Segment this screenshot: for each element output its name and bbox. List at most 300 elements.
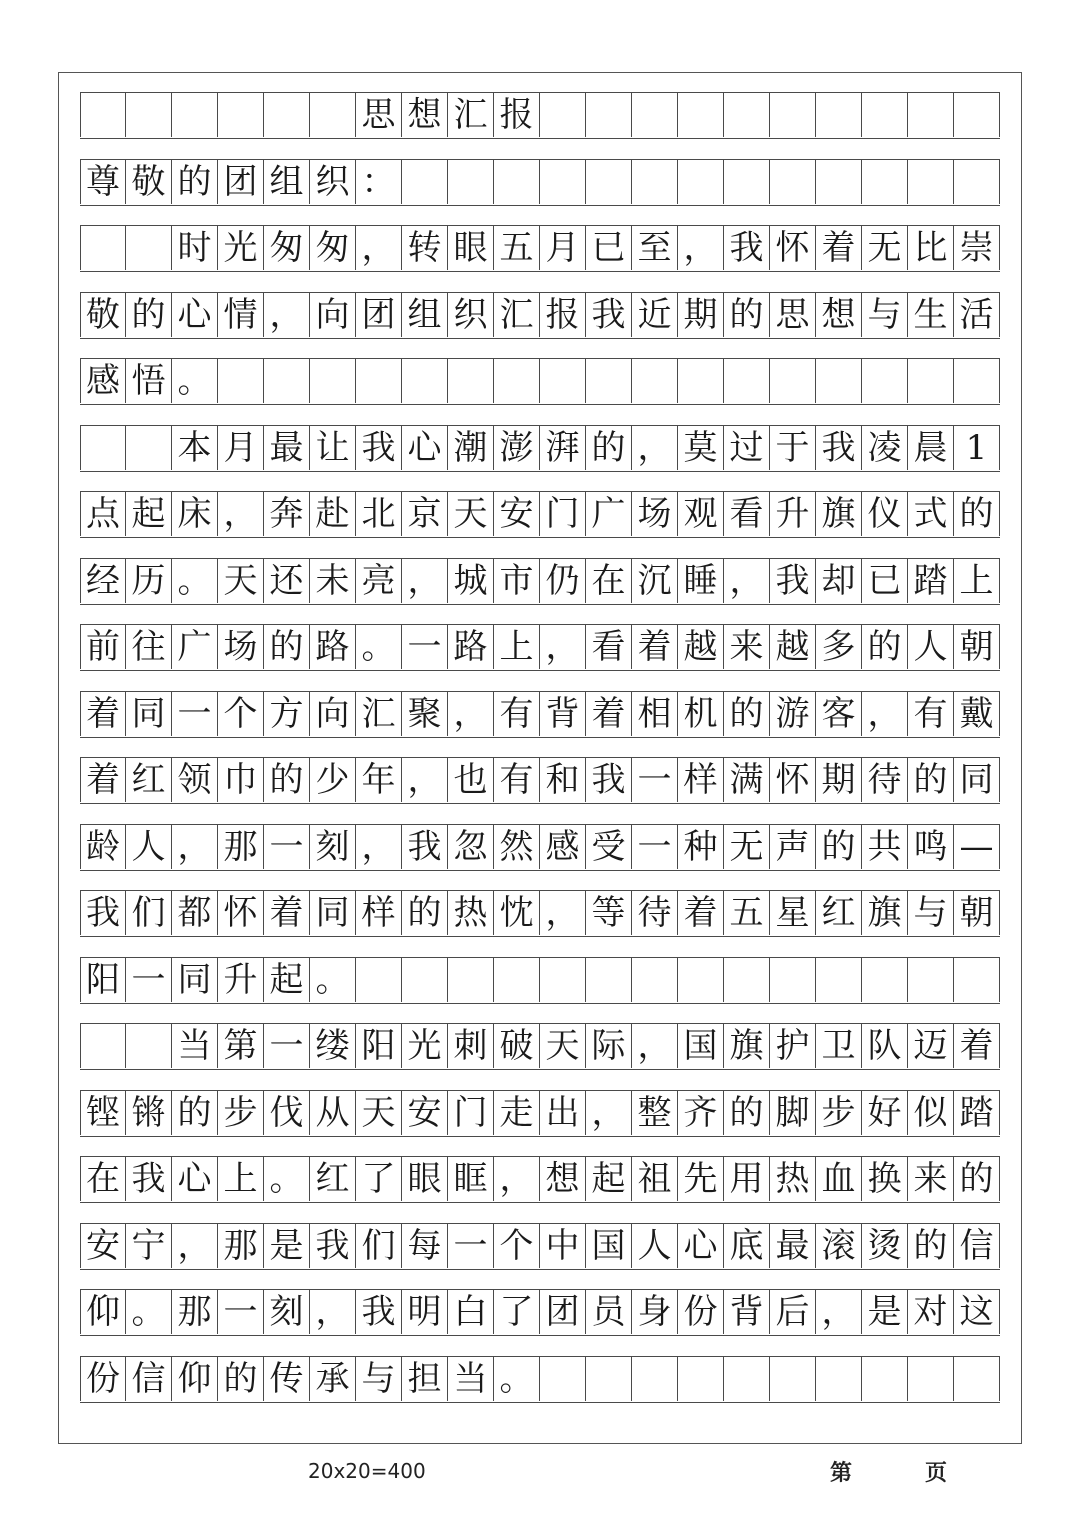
grid-cell: [540, 93, 586, 137]
grid-cell: 潮: [448, 426, 494, 470]
manuscript-row: [80, 957, 1000, 1004]
grid-cell: 缕: [310, 1024, 356, 1068]
grid-cell: 凌: [862, 426, 908, 470]
grid-cell: 点: [80, 492, 126, 536]
grid-cell: 当: [448, 1357, 494, 1401]
grid-cell: 烫: [862, 1224, 908, 1268]
grid-cell: ，: [586, 1091, 632, 1135]
grid-cell: [218, 359, 264, 403]
grid-cell: 卫: [816, 1024, 862, 1068]
grid-cell: 旗: [724, 1024, 770, 1068]
grid-cell: 步: [218, 1091, 264, 1135]
grid-cell: 于: [770, 426, 816, 470]
grid-cell: 团: [218, 160, 264, 204]
grid-cell: ，: [356, 825, 402, 869]
grid-cell: 种: [678, 825, 724, 869]
grid-cell: 莫: [678, 426, 724, 470]
grid-cell: [770, 1357, 816, 1401]
grid-cell: [816, 93, 862, 137]
grid-cell: [586, 93, 632, 137]
grid-cell: 第: [218, 1024, 264, 1068]
grid-cell: 宁: [126, 1224, 172, 1268]
grid-cell: 团: [356, 293, 402, 337]
grid-cell: 尊: [80, 160, 126, 204]
grid-cell: [678, 958, 724, 1002]
grid-cell: 们: [356, 1224, 402, 1268]
grid-cell: 龄: [80, 825, 126, 869]
grid-cell: ，: [816, 1290, 862, 1334]
grid-cell: 的: [264, 758, 310, 802]
grid-cell: 伐: [264, 1091, 310, 1135]
grid-cell: [264, 93, 310, 137]
grid-cell: 份: [80, 1357, 126, 1401]
grid-cell: 。: [310, 958, 356, 1002]
grid-cell: 心: [402, 426, 448, 470]
grid-cell: 刻: [310, 825, 356, 869]
grid-cell: 走: [494, 1091, 540, 1135]
grid-cell: 忱: [494, 891, 540, 935]
grid-cell: 着: [264, 891, 310, 935]
grid-cell: ，: [724, 559, 770, 603]
grid-cell: ，: [356, 226, 402, 270]
grid-cell: 匆: [310, 226, 356, 270]
grid-cell: 在: [80, 1157, 126, 1201]
manuscript-row: [80, 491, 1000, 538]
grid-cell: [632, 359, 678, 403]
grid-cell: 声: [770, 825, 816, 869]
grid-cell: 看: [724, 492, 770, 536]
grid-cell: [80, 1024, 126, 1068]
grid-cell: 人: [632, 1224, 678, 1268]
grid-cell: 少: [310, 758, 356, 802]
grid-cell: 光: [402, 1024, 448, 1068]
grid-cell: [402, 958, 448, 1002]
grid-cell: 多: [816, 625, 862, 669]
grid-cell: [770, 93, 816, 137]
grid-cell: 天: [356, 1091, 402, 1135]
grid-cell: [632, 160, 678, 204]
grid-cell: 上: [954, 559, 1000, 603]
grid-cell: 忽: [448, 825, 494, 869]
manuscript-row: [80, 1289, 1000, 1336]
grid-cell: ，: [402, 758, 448, 802]
grid-cell: [586, 958, 632, 1002]
grid-cell: 的: [402, 891, 448, 935]
grid-cell: 后: [770, 1290, 816, 1334]
grid-cell: [586, 359, 632, 403]
grid-cell: [954, 93, 1000, 137]
grid-cell: 光: [218, 226, 264, 270]
grid-cell: 五: [494, 226, 540, 270]
grid-cell: 最: [770, 1224, 816, 1268]
grid-cell: [310, 93, 356, 137]
grid-cell: ，: [862, 692, 908, 736]
grid-cell: 等: [586, 891, 632, 935]
grid-cell: 经: [80, 559, 126, 603]
grid-cell: 组: [402, 293, 448, 337]
grid-cell: 滚: [816, 1224, 862, 1268]
manuscript-row: [80, 890, 1000, 937]
grid-cell: 受: [586, 825, 632, 869]
grid-cell: 。: [494, 1357, 540, 1401]
grid-cell: 比: [908, 226, 954, 270]
grid-cell: 背: [540, 692, 586, 736]
grid-cell: 们: [126, 891, 172, 935]
manuscript-row: [80, 1156, 1000, 1203]
grid-cell: 换: [862, 1157, 908, 1201]
grid-cell: [80, 426, 126, 470]
grid-cell: [724, 359, 770, 403]
grid-cell: 承: [310, 1357, 356, 1401]
grid-cell: 天: [448, 492, 494, 536]
grid-cell: ，: [494, 1157, 540, 1201]
manuscript-row: [80, 691, 1000, 738]
grid-cell: 的: [724, 692, 770, 736]
grid-cell: 迈: [908, 1024, 954, 1068]
grid-cell: ，: [172, 1224, 218, 1268]
grid-cell: 敬: [126, 160, 172, 204]
grid-cell: 的: [264, 625, 310, 669]
grid-cell: 红: [310, 1157, 356, 1201]
grid-cell: 我: [816, 426, 862, 470]
grid-cell: [586, 160, 632, 204]
grid-cell: 巾: [218, 758, 264, 802]
grid-cell: 广: [586, 492, 632, 536]
grid-cell: 中: [540, 1224, 586, 1268]
grid-cell: [678, 160, 724, 204]
manuscript-grid: [80, 92, 1000, 1424]
grid-cell: [954, 160, 1000, 204]
grid-cell: 门: [540, 492, 586, 536]
grid-cell: 来: [724, 625, 770, 669]
grid-cell: 仰: [80, 1290, 126, 1334]
grid-cell: 担: [402, 1357, 448, 1401]
grid-cell: 。: [264, 1157, 310, 1201]
grid-cell: 沉: [632, 559, 678, 603]
grid-cell: 安: [402, 1091, 448, 1135]
grid-cell: [678, 359, 724, 403]
grid-cell: ，: [402, 559, 448, 603]
grid-cell: 广: [172, 625, 218, 669]
page-label-suffix: 页: [925, 1461, 948, 1486]
grid-cell: 一: [632, 825, 678, 869]
grid-cell: 床: [172, 492, 218, 536]
grid-cell: 上: [494, 625, 540, 669]
grid-cell: 敬: [80, 293, 126, 337]
grid-cell: 眶: [448, 1157, 494, 1201]
grid-cell: 员: [586, 1290, 632, 1334]
grid-cell: 织: [310, 160, 356, 204]
grid-cell: 的: [724, 293, 770, 337]
grid-cell: 铿: [80, 1091, 126, 1135]
grid-cell: 织: [448, 293, 494, 337]
grid-cell: 的: [724, 1091, 770, 1135]
grid-cell: 我: [356, 1290, 402, 1334]
grid-cell: 我: [310, 1224, 356, 1268]
grid-cell: 升: [770, 492, 816, 536]
manuscript-row: [80, 92, 1000, 139]
grid-cell: 同: [954, 758, 1000, 802]
grid-cell: [724, 160, 770, 204]
grid-cell: 的: [862, 625, 908, 669]
grid-cell: 安: [80, 1224, 126, 1268]
grid-cell: 背: [724, 1290, 770, 1334]
grid-cell: 阳: [356, 1024, 402, 1068]
grid-cell: 那: [172, 1290, 218, 1334]
grid-cell: 着: [816, 226, 862, 270]
grid-cell: 观: [678, 492, 724, 536]
grid-cell: 当: [172, 1024, 218, 1068]
grid-cell: ，: [310, 1290, 356, 1334]
grid-cell: ，: [448, 692, 494, 736]
grid-cell: 底: [724, 1224, 770, 1268]
grid-cell: 怀: [218, 891, 264, 935]
grid-cell: 队: [862, 1024, 908, 1068]
grid-cell: 澎: [494, 426, 540, 470]
grid-cell: 一: [218, 1290, 264, 1334]
grid-cell: 共: [862, 825, 908, 869]
grid-cell: 的: [218, 1357, 264, 1401]
grid-cell: 一: [172, 692, 218, 736]
grid-cell: 赴: [310, 492, 356, 536]
grid-cell: 让: [310, 426, 356, 470]
grid-cell: 安: [494, 492, 540, 536]
grid-cell: 鸣: [908, 825, 954, 869]
grid-cell: 至: [632, 226, 678, 270]
grid-cell: 着: [80, 758, 126, 802]
grid-cell: 未: [310, 559, 356, 603]
grid-cell: [908, 1357, 954, 1401]
grid-cell: [816, 359, 862, 403]
grid-cell: [402, 160, 448, 204]
grid-cell: 阳: [80, 958, 126, 1002]
grid-cell: 这: [954, 1290, 1000, 1334]
grid-cell: 的: [126, 293, 172, 337]
grid-cell: ，: [632, 1024, 678, 1068]
grid-cell: 京: [402, 492, 448, 536]
grid-cell: 感: [540, 825, 586, 869]
grid-cell: 心: [172, 1157, 218, 1201]
grid-cell: 往: [126, 625, 172, 669]
grid-cell: 仪: [862, 492, 908, 536]
grid-cell: 睡: [678, 559, 724, 603]
manuscript-row: [80, 159, 1000, 206]
grid-cell: 似: [908, 1091, 954, 1135]
grid-cell: 眼: [402, 1157, 448, 1201]
grid-cell: 湃: [540, 426, 586, 470]
grid-cell: 1: [954, 426, 1000, 470]
grid-cell: 路: [448, 625, 494, 669]
grid-cell: 与: [862, 293, 908, 337]
grid-cell: [356, 359, 402, 403]
grid-cell: 与: [908, 891, 954, 935]
grid-cell: 活: [954, 293, 1000, 337]
grid-cell: 怀: [770, 758, 816, 802]
grid-cell: 一: [632, 758, 678, 802]
grid-cell: 机: [678, 692, 724, 736]
grid-cell: 期: [678, 293, 724, 337]
grid-cell: [540, 160, 586, 204]
grid-cell: [770, 958, 816, 1002]
grid-cell: 报: [540, 293, 586, 337]
grid-cell: 明: [402, 1290, 448, 1334]
grid-cell: [632, 958, 678, 1002]
grid-cell: 市: [494, 559, 540, 603]
manuscript-row: [80, 1223, 1000, 1270]
grid-cell: 的: [816, 825, 862, 869]
grid-cell: 崇: [954, 226, 1000, 270]
grid-cell: 人: [908, 625, 954, 669]
grid-cell: 国: [586, 1224, 632, 1268]
grid-cell: 向: [310, 293, 356, 337]
grid-cell: ，: [540, 625, 586, 669]
grid-cell: 护: [770, 1024, 816, 1068]
grid-cell: 着: [586, 692, 632, 736]
grid-cell: [862, 1357, 908, 1401]
grid-cell: [126, 226, 172, 270]
grid-cell: 人: [126, 825, 172, 869]
grid-cell: 一: [448, 1224, 494, 1268]
grid-cell: 路: [310, 625, 356, 669]
grid-cell: 情: [218, 293, 264, 337]
grid-cell: 历: [126, 559, 172, 603]
grid-cell: 红: [126, 758, 172, 802]
grid-cell: 出: [540, 1091, 586, 1135]
grid-cell: 时: [172, 226, 218, 270]
grid-cell: 心: [172, 293, 218, 337]
grid-cell: [494, 160, 540, 204]
grid-cell: 天: [218, 559, 264, 603]
manuscript-row: [80, 425, 1000, 472]
grid-cell: 组: [264, 160, 310, 204]
grid-cell: [908, 359, 954, 403]
grid-cell: 了: [356, 1157, 402, 1201]
grid-cell: 奔: [264, 492, 310, 536]
grid-cell: [908, 93, 954, 137]
grid-cell: 。: [126, 1290, 172, 1334]
grid-cell: 祖: [632, 1157, 678, 1201]
grid-cell: [540, 958, 586, 1002]
grid-cell: 有: [494, 692, 540, 736]
grid-cell: 有: [494, 758, 540, 802]
grid-cell: 和: [540, 758, 586, 802]
grid-cell: 血: [816, 1157, 862, 1201]
grid-cell: [540, 1357, 586, 1401]
grid-cell: 从: [310, 1091, 356, 1135]
grid-cell: [816, 160, 862, 204]
grid-cell: 满: [724, 758, 770, 802]
grid-cell: [310, 359, 356, 403]
grid-cell: 北: [356, 492, 402, 536]
grid-cell: [356, 958, 402, 1002]
manuscript-row: [80, 824, 1000, 871]
grid-size-label: 20x20=400: [308, 1459, 426, 1483]
grid-cell: 一: [402, 625, 448, 669]
grid-cell: 我: [356, 426, 402, 470]
grid-cell: 最: [264, 426, 310, 470]
manuscript-row: [80, 1023, 1000, 1070]
grid-cell: 样: [356, 891, 402, 935]
grid-cell: [448, 359, 494, 403]
grid-cell: 的: [954, 1157, 1000, 1201]
grid-cell: [126, 426, 172, 470]
grid-cell: 我: [126, 1157, 172, 1201]
grid-cell: 锵: [126, 1091, 172, 1135]
grid-cell: 的: [586, 426, 632, 470]
grid-cell: —: [954, 825, 1000, 869]
grid-cell: 的: [172, 160, 218, 204]
grid-cell: 无: [862, 226, 908, 270]
grid-cell: 朝: [954, 891, 1000, 935]
grid-cell: 脚: [770, 1091, 816, 1135]
grid-cell: 我: [402, 825, 448, 869]
grid-cell: 上: [218, 1157, 264, 1201]
grid-cell: 与: [356, 1357, 402, 1401]
grid-cell: 热: [770, 1157, 816, 1201]
grid-cell: 有: [908, 692, 954, 736]
grid-cell: 红: [816, 891, 862, 935]
grid-cell: 越: [770, 625, 816, 669]
grid-cell: 都: [172, 891, 218, 935]
grid-cell: [862, 958, 908, 1002]
manuscript-row: [80, 558, 1000, 605]
grid-cell: 亮: [356, 559, 402, 603]
grid-cell: 起: [586, 1157, 632, 1201]
grid-cell: 客: [816, 692, 862, 736]
grid-cell: [80, 226, 126, 270]
grid-cell: 本: [172, 426, 218, 470]
grid-cell: 汇: [356, 692, 402, 736]
grid-cell: 我: [80, 891, 126, 935]
grid-cell: 月: [218, 426, 264, 470]
grid-cell: 城: [448, 559, 494, 603]
grid-cell: 已: [862, 559, 908, 603]
grid-cell: 是: [264, 1224, 310, 1268]
grid-cell: 整: [632, 1091, 678, 1135]
grid-cell: 近: [632, 293, 678, 337]
grid-cell: 游: [770, 692, 816, 736]
grid-cell: 领: [172, 758, 218, 802]
grid-cell: 一: [264, 825, 310, 869]
grid-cell: 。: [356, 625, 402, 669]
page-label-prefix: 第: [830, 1461, 853, 1486]
grid-cell: 报: [494, 93, 540, 137]
grid-cell: [632, 1357, 678, 1401]
grid-cell: 匆: [264, 226, 310, 270]
grid-cell: 信: [954, 1224, 1000, 1268]
grid-cell: 热: [448, 891, 494, 935]
grid-cell: 前: [80, 625, 126, 669]
grid-cell: 样: [678, 758, 724, 802]
grid-cell: 过: [724, 426, 770, 470]
grid-cell: [724, 1357, 770, 1401]
grid-cell: 式: [908, 492, 954, 536]
grid-cell: 身: [632, 1290, 678, 1334]
grid-cell: 个: [494, 1224, 540, 1268]
grid-cell: [448, 160, 494, 204]
grid-cell: [908, 958, 954, 1002]
grid-cell: 然: [494, 825, 540, 869]
grid-cell: 是: [862, 1290, 908, 1334]
grid-cell: 先: [678, 1157, 724, 1201]
manuscript-row: [80, 358, 1000, 405]
grid-cell: 踏: [908, 559, 954, 603]
grid-cell: 想: [402, 93, 448, 137]
grid-cell: ，: [632, 426, 678, 470]
grid-cell: 场: [632, 492, 678, 536]
grid-cell: 信: [126, 1357, 172, 1401]
grid-cell: [954, 359, 1000, 403]
